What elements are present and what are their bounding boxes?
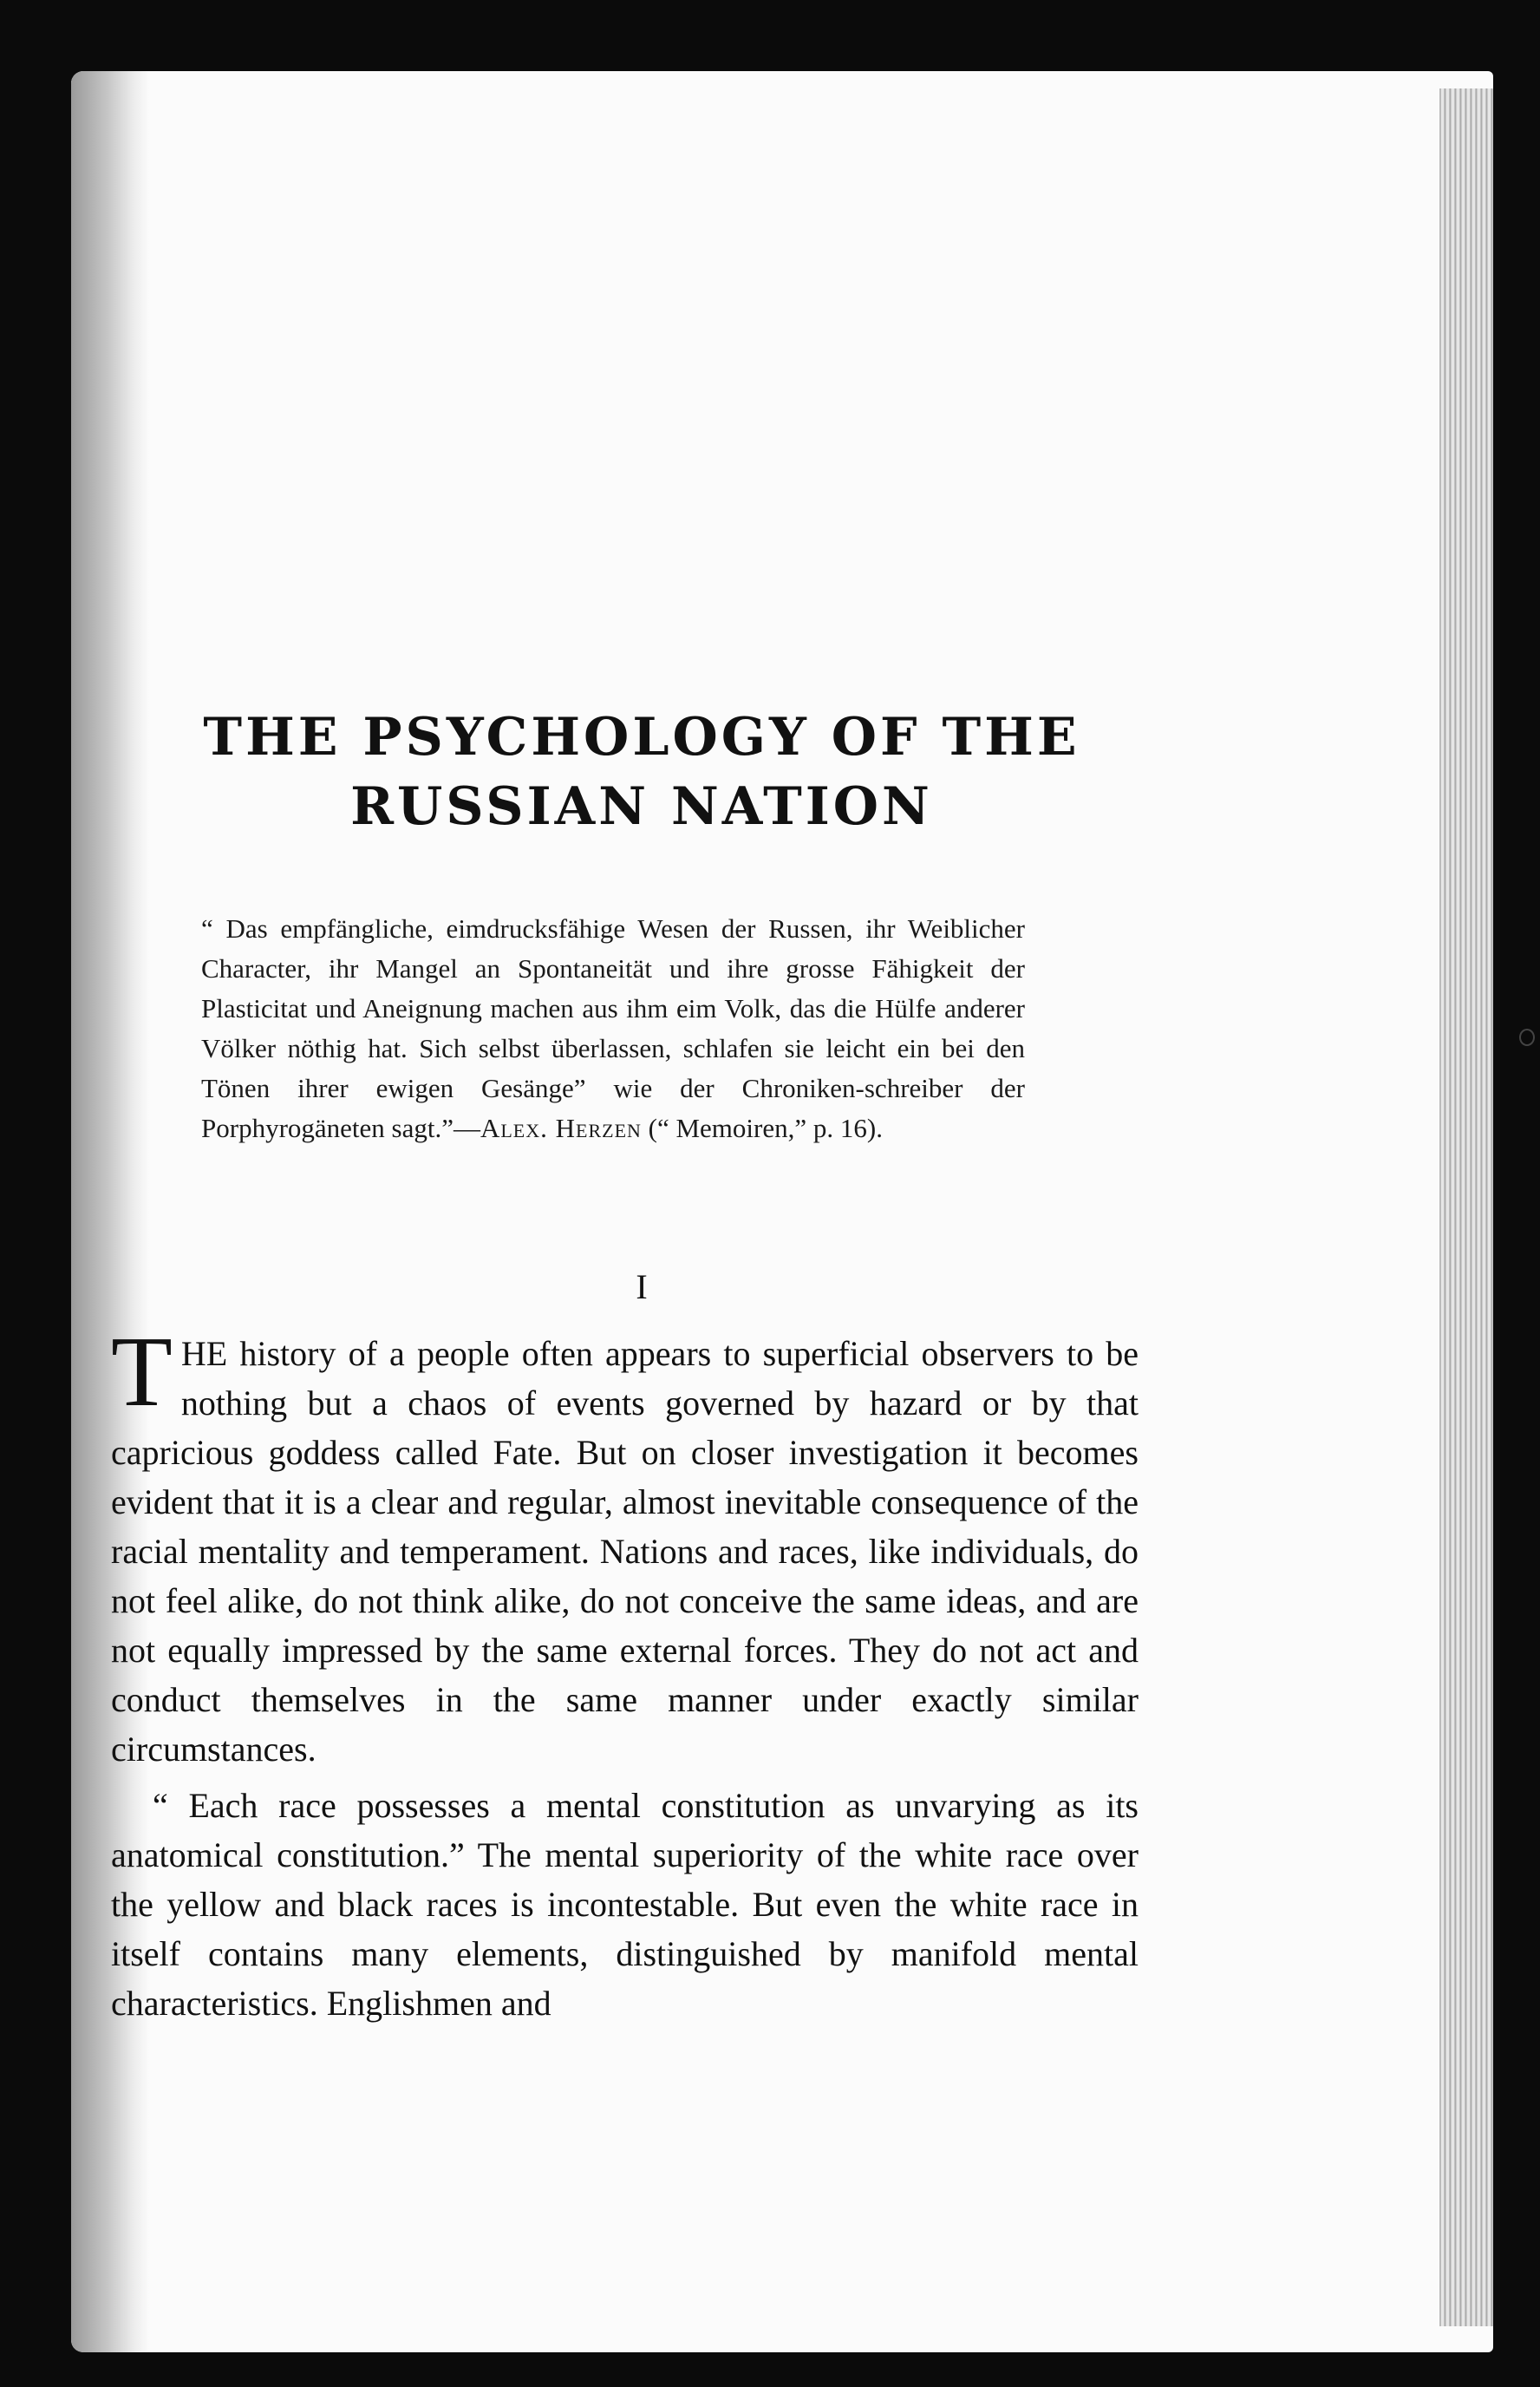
- paragraph-1: [111, 1317, 1139, 1774]
- paragraph-1-text: history of a people often appears to superficial observers to be nothing but a chaos of events governed by hazard or by that capricious goddess called Fate. But on closer investigation it becomes evident that it is a clear and regular, almost inevitable consequence of the racial mentality and temperament. Nations and races, like individuals, do not feel alike, do not think alike, do not conceive the same ideas, and are not equally impressed by the same external forces. They do not act and conduct themselves in the same manner under exactly similar circumstances.: [111, 1334, 1139, 1769]
- epigraph-source: (“ Memoiren,” p. 16).: [648, 1113, 883, 1143]
- epigraph-author: Alex. Herzen: [480, 1113, 642, 1143]
- drop-cap: T: [111, 1317, 173, 1428]
- section-number: I: [636, 1267, 648, 1306]
- body-text: [111, 1317, 1139, 2028]
- epigraph: [201, 909, 1025, 1148]
- margin-mark: [1519, 1029, 1535, 1046]
- title-line-2: RUSSIAN NATION: [350, 776, 933, 837]
- chapter-title: [173, 703, 1110, 841]
- epigraph-text: “ Das empfängliche, eimdrucksfähige Wesen der Russen, ihr Weiblicher Character, ihr Mangel an Spontaneität und ihre grosse Fähigkeit der Plasticitat und Aneignung machen aus ihm eim Volk, das die Hülfe anderer Völker nöthig hat. Sich selbst überlassen, schlafen sie leicht ein bei den Tönen ihrer ewigen Gesänge” wie der Chroniken-schreiber der Porphyrogäneten sagt.”—: [201, 913, 1025, 1143]
- title-line-1: THE PSYCHOLOGY OF THE: [203, 707, 1080, 768]
- page-fore-edge: [1439, 88, 1493, 2326]
- paragraph-2: “ Each race possesses a mental constitution as unvarying as its anatomical constitution.” The mental superiority of the white race over the yellow and black races is incontestable. But even the white race in itself contains many elements, distinguished by manifold mental characteristics. Englishmen and: [111, 1786, 1139, 2023]
- paragraph-1-caps: HE: [180, 1334, 228, 1373]
